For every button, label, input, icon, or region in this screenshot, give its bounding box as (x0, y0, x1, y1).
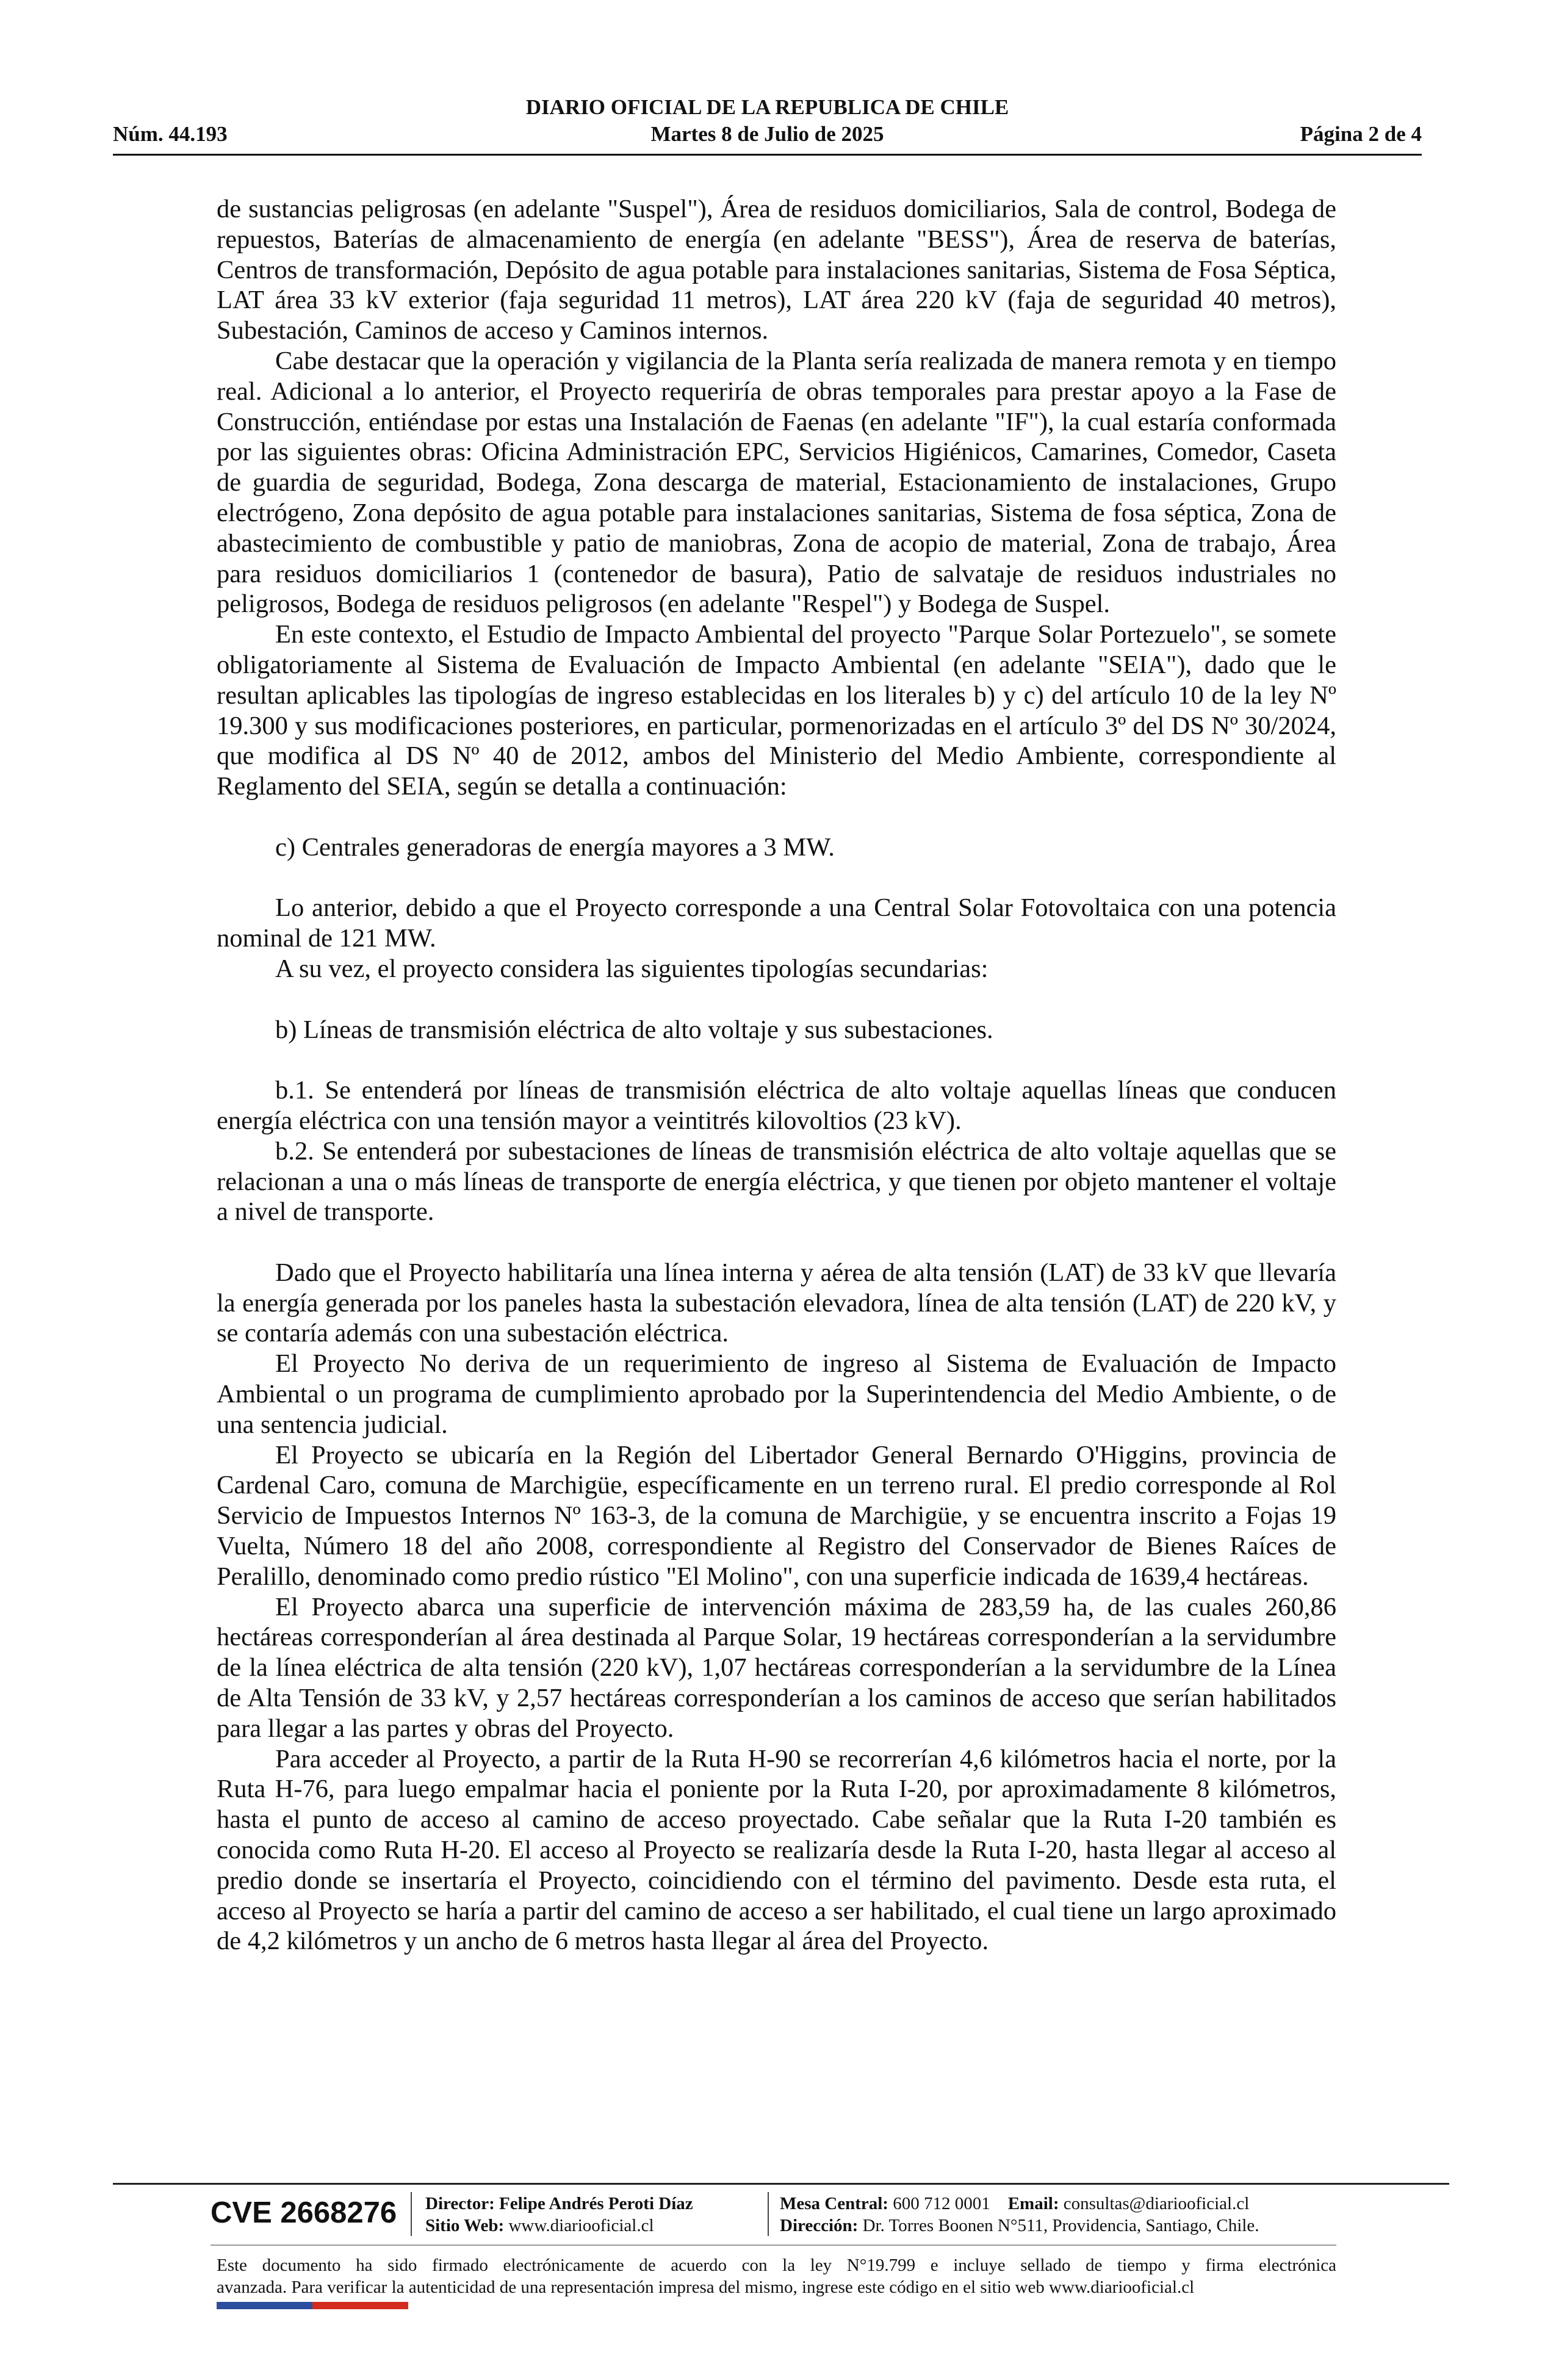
footer-contact-block (780, 2193, 1259, 2237)
body-paragraph: El Proyecto se ubicaría en la Región del Libertador General Bernardo O'Higgins, provincia de Cardenal Caro, comuna de Marchigüe, específicamente en un terreno rural. El predio corresponde al Rol Servicio de Impuestos Internos Nº 163-3, de la comuna de Marchigüe, y se encuentra inscrito a Fojas 19 Vuelta, Número 18 del año 2008, correspondiente al Registro del Conservador de Bienes Raíces de Peralillo, denominado como predio rústico "El Molino", con una superficie indicada de 1639,4 hectáreas. (217, 1440, 1336, 1591)
body-paragraph: Lo anterior, debido a que el Proyecto corresponde a una Central Solar Fotovoltaica con una potencia nominal de 121 MW. (217, 893, 1336, 953)
page-indicator: Página 2 de 4 (1300, 122, 1422, 146)
body-paragraph: b.2. Se entenderá por subestaciones de líneas de transmisión eléctrica de alto voltaje aquellas que se relacionan a una o más líneas de transporte de energía eléctrica, y que tienen por objeto mantener el voltaje a nivel de transporte. (217, 1136, 1336, 1227)
footer-director-block (425, 2193, 693, 2237)
header-divider (113, 154, 1422, 156)
publication-title: DIARIO OFICIAL DE LA REPUBLICA DE CHILE (525, 95, 1009, 119)
body-paragraph: b) Líneas de transmisión eléctrica de alto voltaje y sus subestaciones. (275, 1015, 993, 1044)
footer-separator (768, 2192, 769, 2236)
footer-separator (411, 2192, 412, 2236)
flag-blue-segment (217, 2302, 312, 2309)
legal-notice (217, 2254, 1336, 2298)
flag-red-segment (312, 2302, 408, 2309)
mesa-label: Mesa Central: (780, 2194, 888, 2213)
mesa-phone: 600 712 0001 (893, 2194, 990, 2213)
body-paragraph: Dado que el Proyecto habilitaría una línea interna y aérea de alta tensión (LAT) de 33 kV que llevaría la energía generada por los paneles hasta la subestación elevadora, línea de alta tensión (LAT) de 220 kV, y se contaría además con una subestación eléctrica. (217, 1258, 1336, 1348)
address-value: Dr. Torres Boonen N°511, Providencia, Santiago, Chile. (862, 2216, 1259, 2235)
email-link[interactable]: consultas@diariooficial.cl (1063, 2194, 1250, 2213)
document-body (217, 194, 1336, 1956)
footer-thin-divider (211, 2245, 1336, 2246)
chile-flag-stripe (217, 2302, 408, 2309)
body-paragraph: Cabe destacar que la operación y vigilancia de la Planta sería realizada de manera remota y en tiempo real. Adicional a lo anterior, el Proyecto requeriría de obras temporales para prestar apoyo a la Fase de Construcción, entiéndase por estas una Instalación de Faenas (en adelante "IF"), la cual estaría conformada por las siguientes obras: Oficina Administración EPC, Servicios Higiénicos, Camarines, Comedor, Caseta de guardia de seguridad, Bodega, Zona descarga de material, Estacionamiento de instalaciones, Grupo electrógeno, Zona depósito de agua potable para instalaciones sanitarias, Sistema de fosa séptica, Zona de abastecimiento de combustible y patio de maniobras, Zona de acopio de material, Zona de trabajo, Área para residuos domiciliarios 1 (contenedor de basura), Patio de salvataje de residuos industriales no peligrosos, Bodega de residuos peligrosos (en adelante "Respel") y Bodega de Suspel. (217, 346, 1336, 619)
body-paragraph: El Proyecto abarca una superficie de intervención máxima de 283,59 ha, de las cuales 260,86 hectáreas corresponderían al área destinada al Parque Solar, 19 hectáreas corresponderían a la servidumbre de la línea eléctrica de alta tensión (220 kV), 1,07 hectáreas corresponderían a la servidumbre de la Línea de Alta Tensión de 33 kV, y 2,57 hectáreas corresponderían a los caminos de acceso que serían habilitados para llegar a las partes y obras del Proyecto. (217, 1592, 1336, 1743)
body-paragraph: A su vez, el proyecto considera las siguientes tipologías secundarias: (275, 954, 989, 983)
issue-number: Núm. 44.193 (113, 122, 228, 146)
website-label: Sitio Web: (425, 2216, 505, 2235)
address-label: Dirección: (780, 2216, 859, 2235)
body-paragraph: b.1. Se entenderá por líneas de transmisión eléctrica de alto voltaje aquellas líneas que conducen energía eléctrica con una tensión mayor a veintitrés kilovoltios (23 kV). (217, 1076, 1336, 1135)
footer-divider (113, 2183, 1449, 2185)
body-paragraph: de sustancias peligrosas (en adelante "Suspel"), Área de residuos domiciliarios, Sala de control, Bodega de repuestos, Baterías de almacenamiento de energía (en adelante "BESS"), Área de reserva de baterías, Centros de transformación, Depósito de agua potable para instalaciones sanitarias, Sistema de Fosa Séptica, LAT área 33 kV exterior (faja seguridad 11 metros), LAT área 220 kV (faja de seguridad 40 metros), Subestación, Caminos de acceso y Caminos internos. (217, 195, 1336, 345)
body-paragraph: El Proyecto No deriva de un requerimiento de ingreso al Sistema de Evaluación de Impacto Ambiental o un programa de cumplimiento aprobado por la Superintendencia del Medio Ambiente, o de una sentencia judicial. (217, 1349, 1336, 1439)
director-name: Felipe Andrés Peroti Díaz (499, 2194, 693, 2213)
website-link[interactable]: www.diariooficial.cl (508, 2216, 654, 2235)
legal-notice-line: avanzada. Para verificar la autenticidad de una representación impresa del mismo, ingrese este código en el sitio web www.diariooficial.cl (217, 2277, 1195, 2297)
issue-date: Martes 8 de Julio de 2025 (650, 122, 884, 146)
legal-notice-line: Este documento ha sido firmado electrónicamente de acuerdo con la ley N°19.799 e incluye sellado de tiempo y firma electrónica (217, 2256, 1336, 2275)
page-header (113, 95, 1422, 156)
body-paragraph: Para acceder al Proyecto, a partir de la Ruta H-90 se recorrerían 4,6 kilómetros hacia el norte, por la Ruta H-76, para luego empalmar hacia el poniente por la Ruta I-20, por aproximadamente 8 kilómetros, hasta el punto de acceso al camino de acceso proyectado. Cabe señalar que la Ruta I-20 también es conocida como Ruta H-20. El acceso al Proyecto se realizaría desde la Ruta I-20, hasta llegar al acceso al predio donde se insertaría el Proyecto, coincidiendo con el término del pavimento. Desde esta ruta, el acceso al Proyecto se haría a partir del camino de acceso a ser habilitado, el cual tiene un largo aproximado de 4,2 kilómetros y un ancho de 6 metros hasta llegar al área del Proyecto. (217, 1744, 1336, 1956)
body-paragraph: En este contexto, el Estudio de Impacto Ambiental del proyecto "Parque Solar Portezuelo", se somete obligatoriamente al Sistema de Evaluación de Impacto Ambiental (en adelante "SEIA"), dado que le resultan aplicables las tipologías de ingreso establecidas en los literales b) y c) del artículo 10 de la ley Nº 19.300 y sus modificaciones posteriores, en particular, pormenorizadas en el artículo 3º del DS Nº 30/2024, que modifica al DS Nº 40 de 2012, ambos del Ministerio del Medio Ambiente, correspondiente al Reglamento del SEIA, según se detalla a continuación: (217, 620, 1336, 801)
email-label: Email: (1007, 2194, 1059, 2213)
director-label: Director: (425, 2194, 495, 2213)
body-paragraph: c) Centrales generadoras de energía mayores a 3 MW. (275, 832, 835, 862)
cve-code: CVE 2668276 (211, 2196, 397, 2229)
